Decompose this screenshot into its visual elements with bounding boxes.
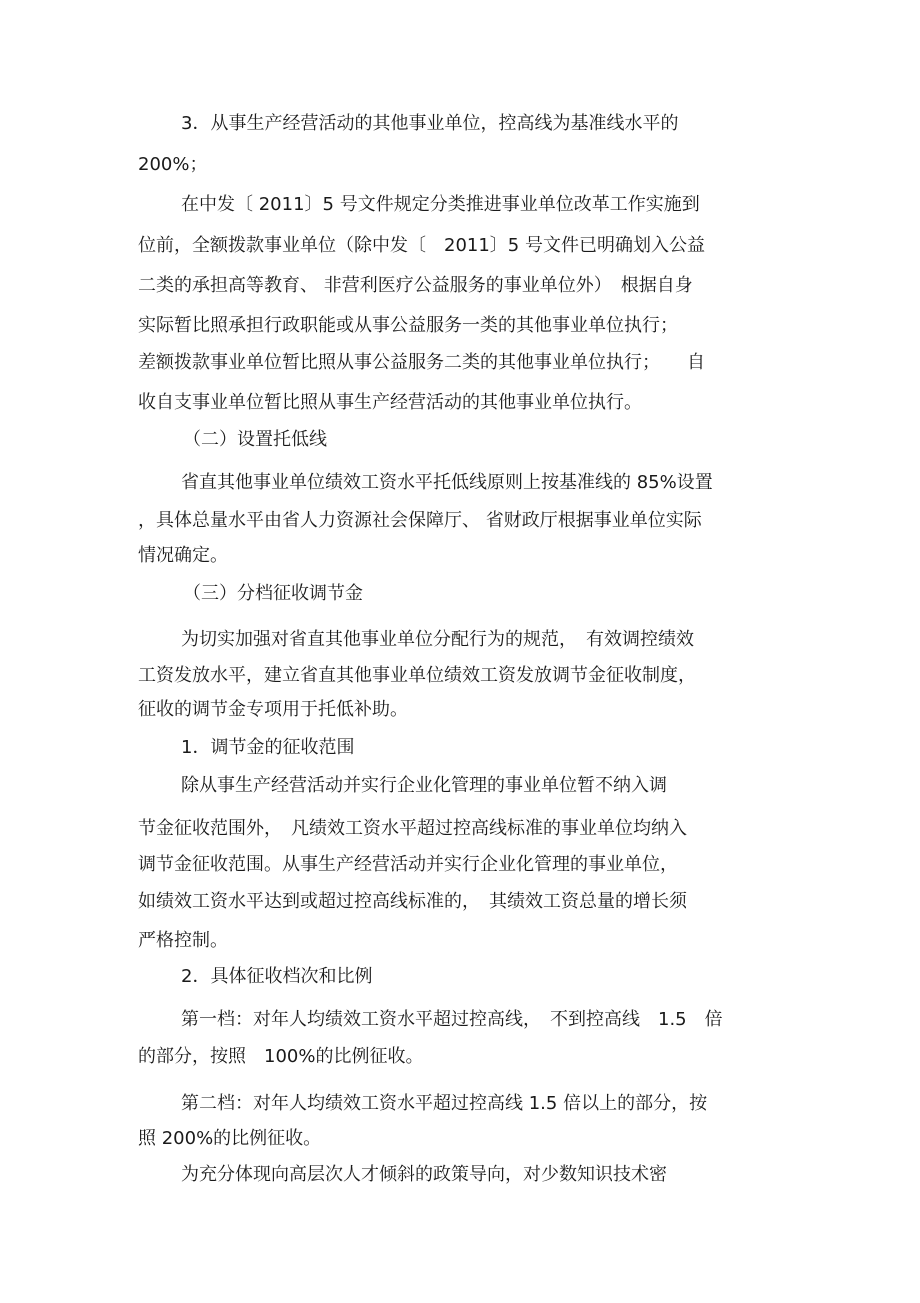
subsection-heading: 1．调节金的征收范围	[181, 737, 355, 758]
text-line: 省直其他事业单位绩效工资水平托低线原则上按基准线的 85%设置	[181, 472, 713, 493]
text-line: 第一档：对年人均绩效工资水平超过控高线， 不到控高线 1.5 倍	[181, 1009, 723, 1030]
text-line: 实际暂比照承担行政职能或从事公益服务一类的其他事业单位执行；	[138, 315, 678, 336]
text-line: 收自支事业单位暂比照从事生产经营活动的其他事业单位执行。	[138, 392, 642, 413]
text-line: 工资发放水平，建立省直其他事业单位绩效工资发放调节金征收制度，	[138, 665, 696, 686]
text-line: 情况确定。	[138, 545, 228, 566]
text-line: 位前，全额拨款事业单位（除中发〔 2011〕5 号文件已明确划入公益	[138, 235, 705, 256]
text-line: 除从事生产经营活动并实行企业化管理的事业单位暂不纳入调	[181, 775, 667, 796]
text-line: 为充分体现向高层次人才倾斜的政策导向，对少数知识技术密	[181, 1164, 667, 1185]
text-line: 严格控制。	[138, 930, 228, 951]
subsection-heading: 2．具体征收档次和比例	[181, 966, 373, 987]
text-line: 的部分，按照 100%的比例征收。	[138, 1046, 424, 1067]
section-heading: （二）设置托低线	[183, 429, 327, 450]
text-line: 200%；	[138, 154, 208, 175]
text-line: 调节金征收范围。从事生产经营活动并实行企业化管理的事业单位，	[138, 854, 678, 875]
text-line: 二类的承担高等教育、 非营利医疗公益服务的事业单位外） 根据自身	[138, 275, 693, 296]
text-line: 第二档：对年人均绩效工资水平超过控高线 1.5 倍以上的部分，按	[181, 1093, 708, 1114]
text-line: 差额拨款事业单位暂比照从事公益服务二类的其他事业单位执行； 自	[138, 352, 705, 373]
text-line: 征收的调节金专项用于托低补助。	[138, 699, 408, 720]
text-line: 为切实加强对省直其他事业单位分配行为的规范， 有效调控绩效	[181, 629, 694, 650]
section-heading: （三）分档征收调节金	[183, 583, 363, 604]
text-line: 3．从事生产经营活动的其他事业单位，控高线为基准线水平的	[181, 113, 679, 134]
text-line: 如绩效工资水平达到或超过控高线标准的， 其绩效工资总量的增长须	[138, 891, 687, 912]
text-line: 照 200%的比例征收。	[138, 1128, 322, 1149]
text-line: ，具体总量水平由省人力资源社会保障厅、 省财政厅根据事业单位实际	[138, 510, 702, 531]
text-line: 节金征收范围外， 凡绩效工资水平超过控高线标准的事业单位均纳入	[138, 818, 687, 839]
text-line: 在中发〔 2011〕5 号文件规定分类推进事业单位改革工作实施到	[181, 194, 700, 215]
